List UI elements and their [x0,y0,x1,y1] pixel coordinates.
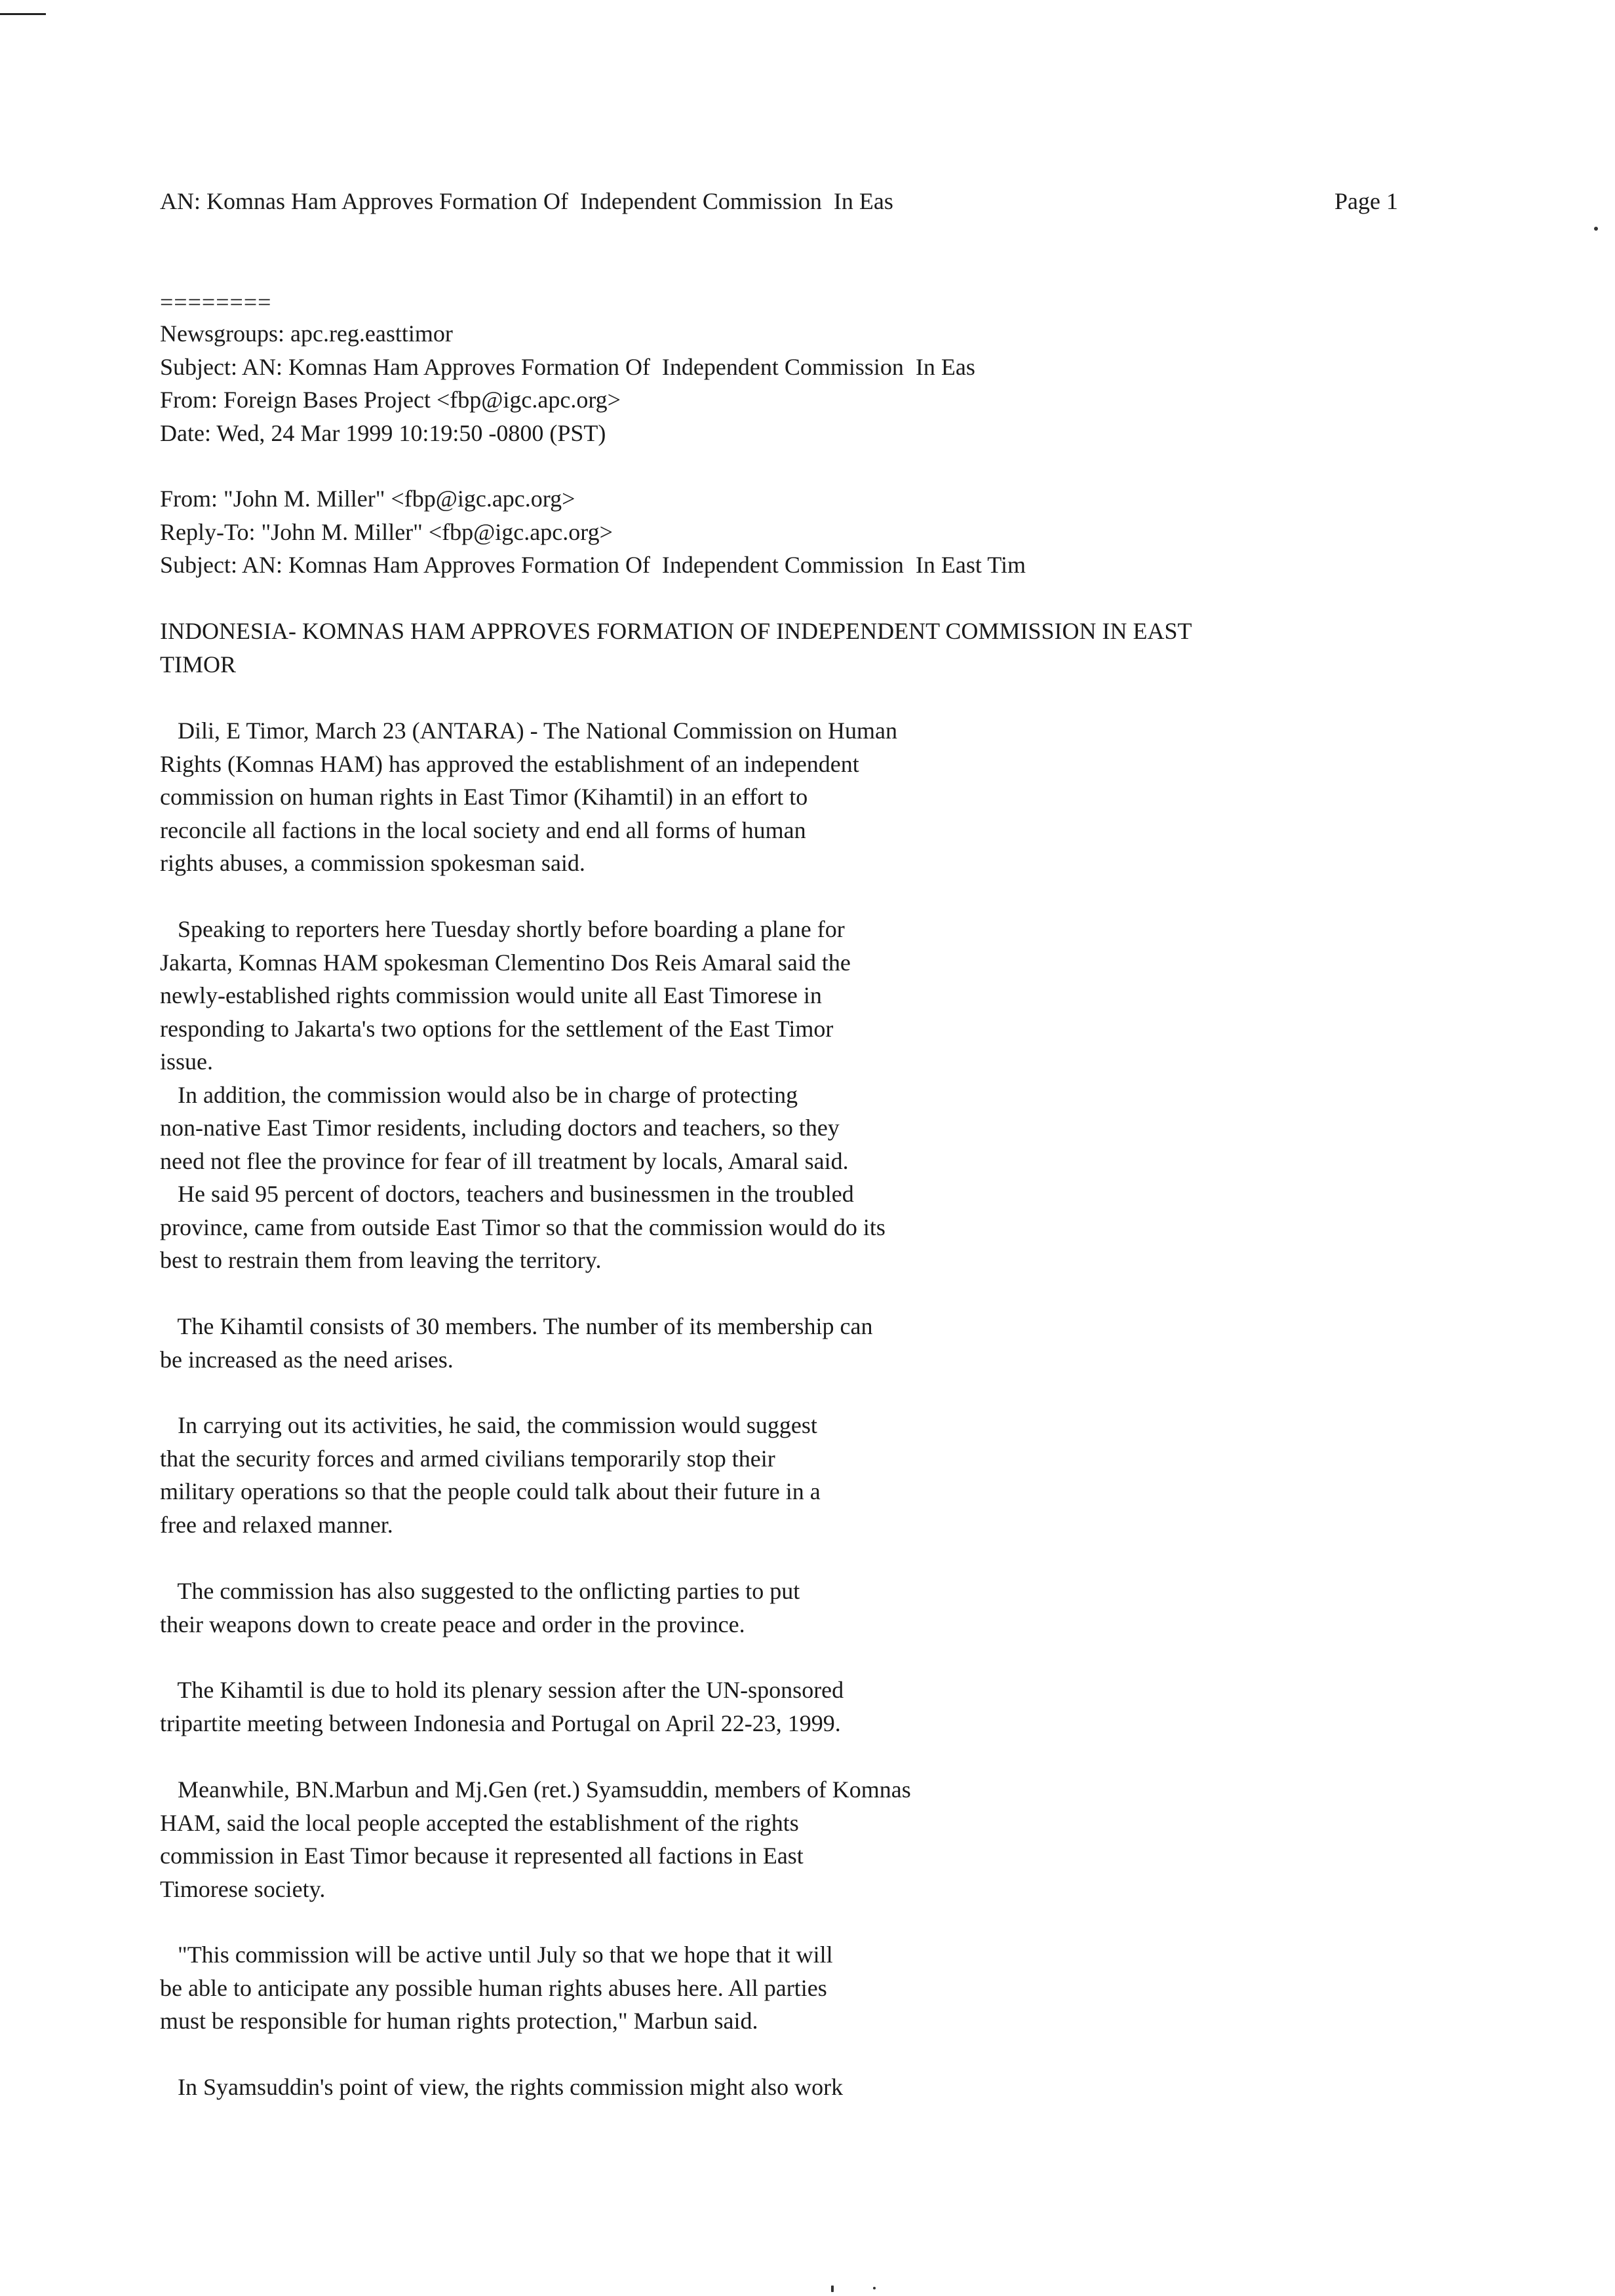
reply-meta [160,482,1026,582]
newsgroups-line: Newsgroups: apc.reg.easttimor [160,320,453,347]
scan-speck [873,2287,876,2289]
article-paragraph: The commission has also suggested to the onflicting parties to put their weapons down to create peace and order in the province. [160,1578,800,1637]
date-line: Date: Wed, 24 Mar 1999 10:19:50 -0800 (PST) [160,419,606,446]
scan-speck [1594,227,1598,231]
newsgroup-meta [160,317,975,450]
scan-artifact [0,13,46,15]
page-number: Page 1 [1334,188,1398,214]
article-headline: INDONESIA- KOMNAS HAM APPROVES FORMATION OF INDEPENDENT COMMISSION IN EAST TIMOR [160,618,1192,678]
separator-line: ======== [160,289,272,315]
reply-from-line: From: "John M. Miller" <fbp@igc.apc.org> [160,486,575,512]
article-paragraph: Speaking to reporters here Tuesday shortly before boarding a plane for Jakarta, Komnas HAM spokesman Clementino Dos Reis Amaral said the newly-established rights commission would unite all East Timorese in responding to Jakarta's two options for the settlement of the East Timor issue. In addition, the commission would also be in charge of protecting non-native East Timor residents, including doctors and teachers, so they need not flee the province for fear of ill treatment by locals, Amaral said. He said 95 percent of doctors, teachers and businessmen in the troubled province, came from outside East Timor so that the commission would do its best to restrain them from leaving the territory. [160,916,885,1273]
scan-speck [831,2286,834,2292]
reply-subject-line: Subject: AN: Komnas Ham Approves Formation Of Independent Commission In East Tim [160,552,1026,578]
subject-line: Subject: AN: Komnas Ham Approves Formation Of Independent Commission In Eas [160,353,975,380]
article-paragraph: Meanwhile, BN.Marbun and Mj.Gen (ret.) Syamsuddin, members of Komnas HAM, said the local people accepted the establishment of the rights commission in East Timor because it represented all factions in East Timorese society. [160,1776,911,1902]
article-paragraph: In carrying out its activities, he said, the commission would suggest that the security forces and armed civilians temporarily stop their military operations so that the people could talk about their future in a free and relaxed manner. [160,1412,821,1538]
article-paragraph: "This commission will be active until July so that we hope that it will be able to anticipate any possible human rights abuses here. All parties must be responsible for human rights protection," Marbun said. [160,1942,833,2034]
article-paragraph: The Kihamtil consists of 30 members. The number of its membership can be increased as the need arises. [160,1313,873,1373]
article-paragraph: Dili, E Timor, March 23 (ANTARA) - The National Commission on Human Rights (Komnas HAM) has approved the establishment of an independent commission on human rights in East Timor (Kihamtil) in an effort to reconcile all factions in the local society and end all forms of human rights abuses, a commission spokesman said. [160,718,897,876]
from-line: From: Foreign Bases Project <fbp@igc.apc.org> [160,387,621,413]
article-paragraph: In Syamsuddin's point of view, the rights commission might also work [160,2074,844,2100]
reply-to-line: Reply-To: "John M. Miller" <fbp@igc.apc.org> [160,518,613,545]
page-header-title: AN: Komnas Ham Approves Formation Of Independent Commission In Eas [160,188,893,214]
article-paragraph: The Kihamtil is due to hold its plenary session after the UN-sponsored tripartite meeting between Indonesia and Portugal on April 22-23, 1999. [160,1677,844,1736]
